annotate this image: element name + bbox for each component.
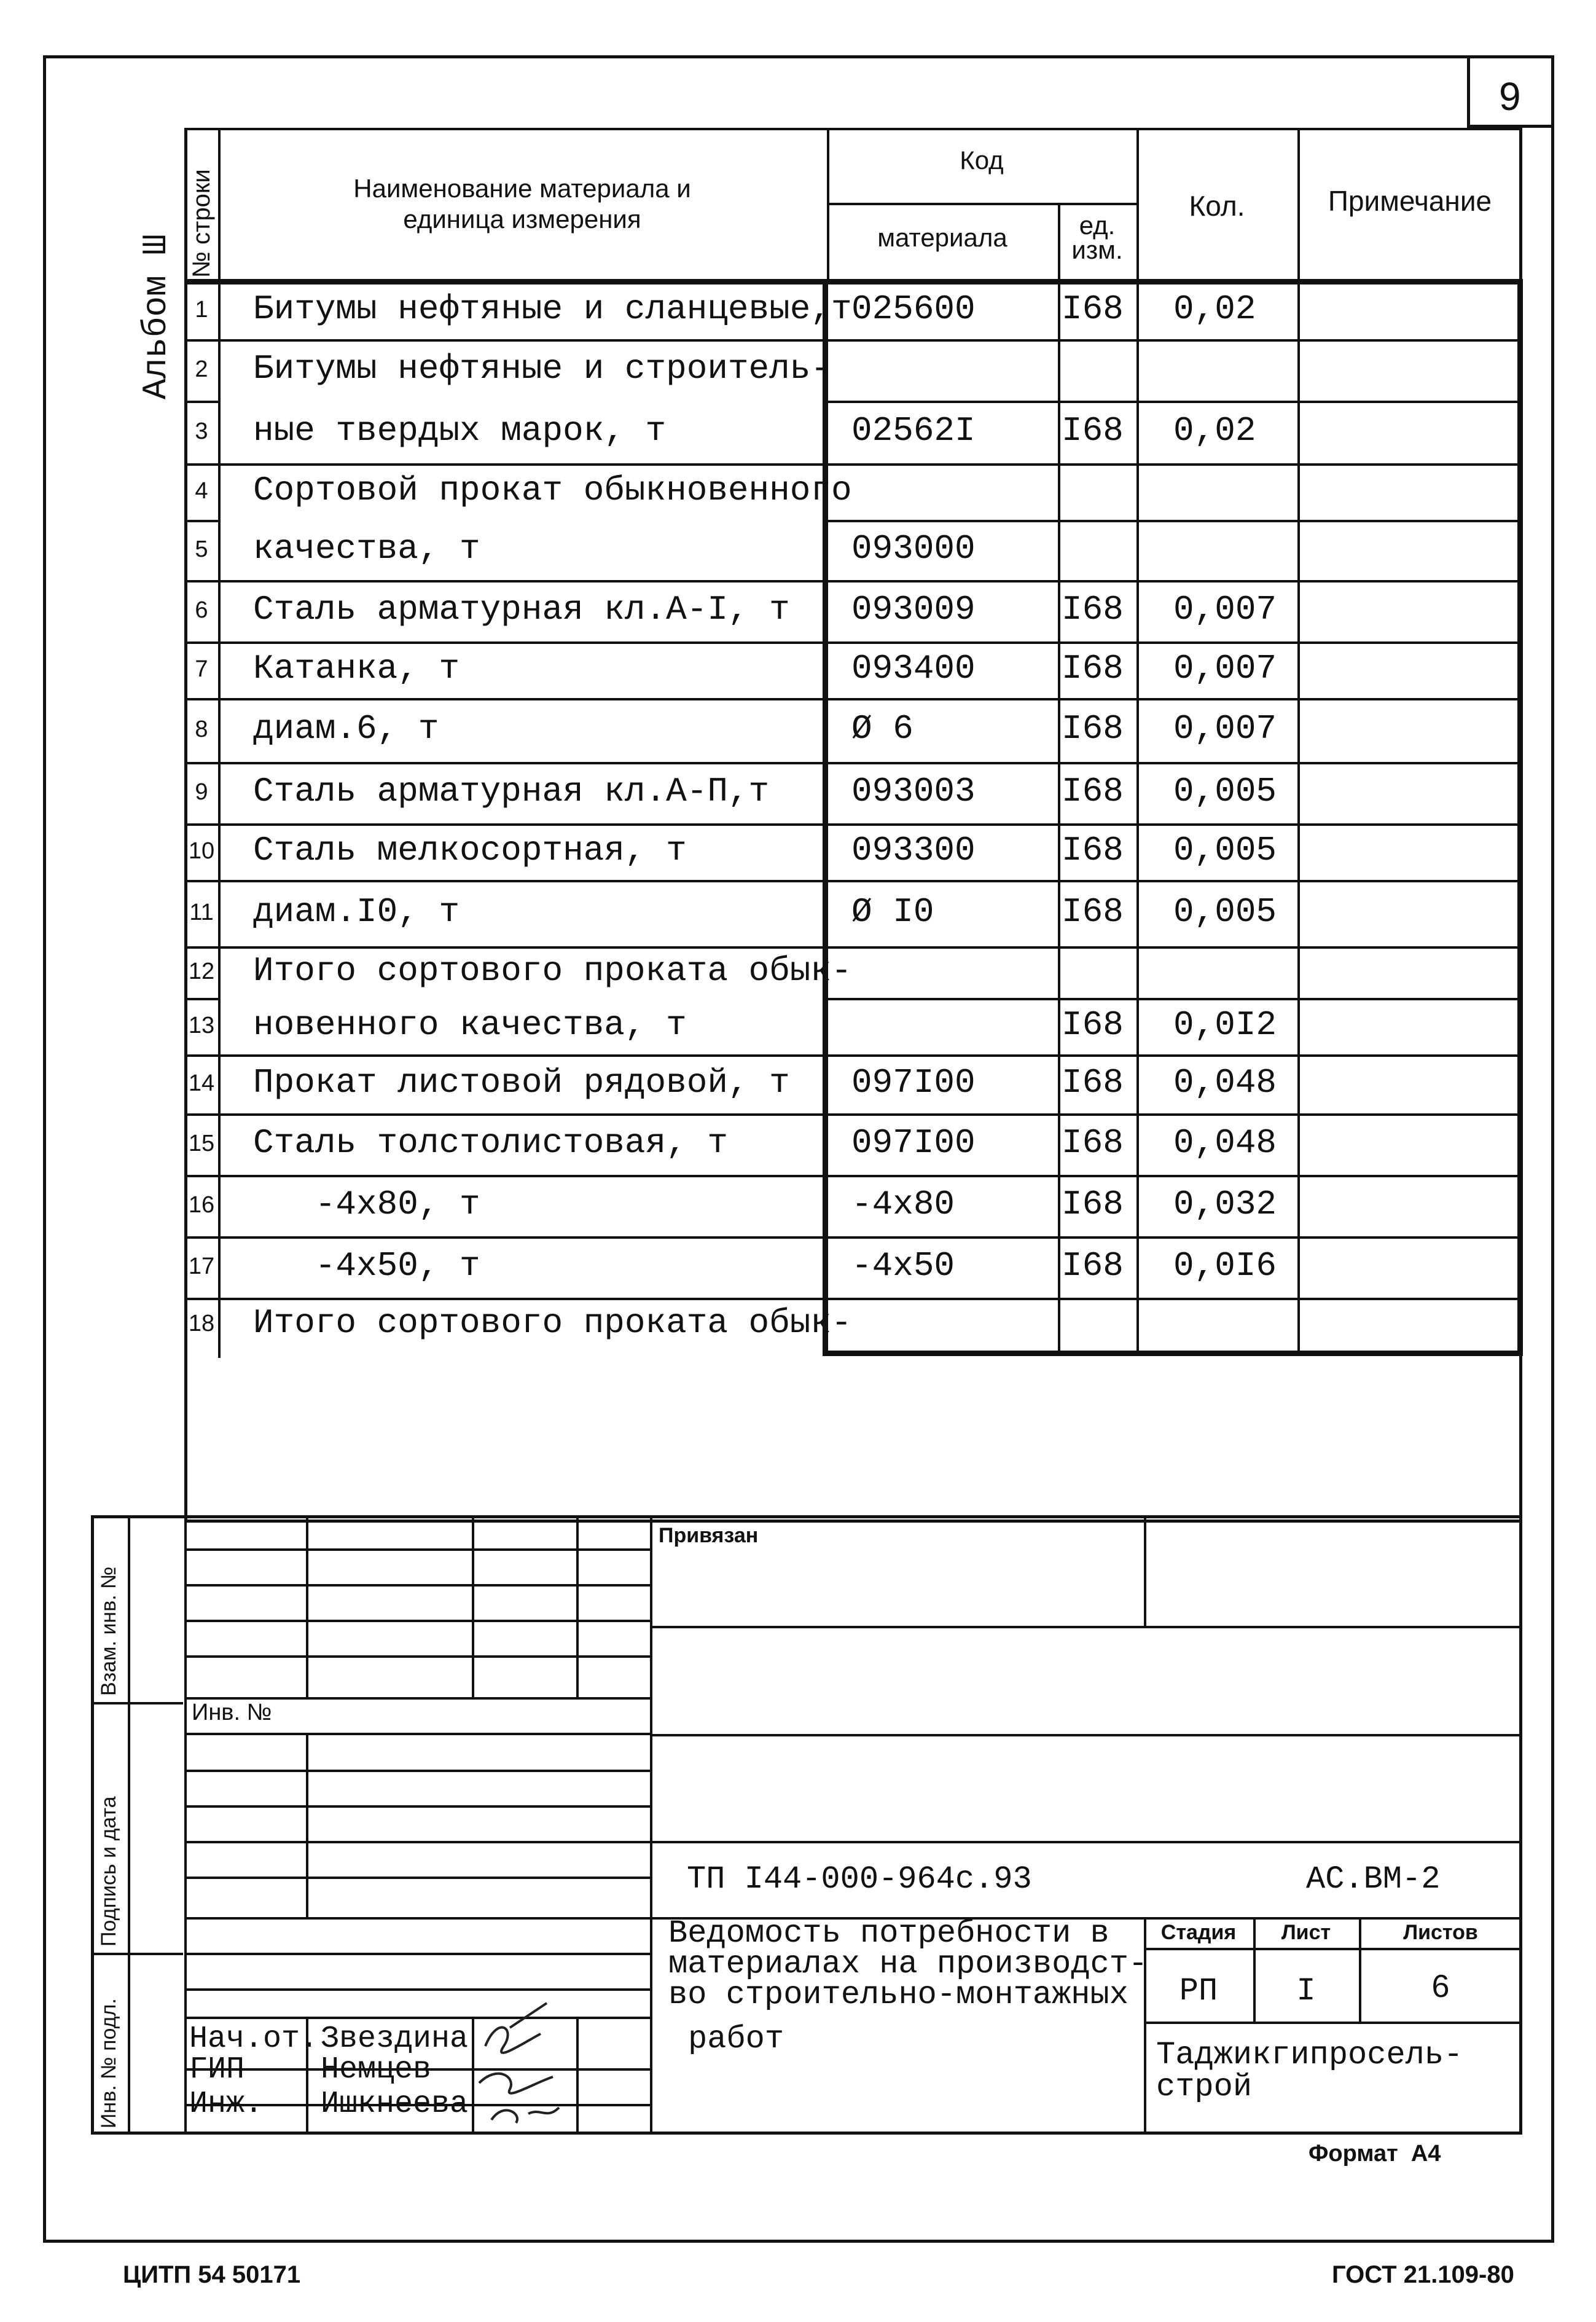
material-code: 093003 <box>851 772 976 811</box>
row-number: 9 <box>195 779 208 805</box>
material-code: -4x80 <box>851 1185 955 1224</box>
sign-role-1: Нач.от. <box>189 2022 319 2057</box>
material-code: 093009 <box>851 590 976 629</box>
row-number: 18 <box>188 1311 215 1336</box>
handwritten-signatures <box>473 1991 577 2132</box>
row-number: 6 <box>195 597 208 623</box>
material-name: новенного качества, т <box>253 1005 687 1045</box>
unit-code: I68 <box>1062 892 1124 932</box>
material-code: 025600 <box>851 289 976 329</box>
quantity: 0,005 <box>1173 892 1277 932</box>
unit-code: I68 <box>1062 1005 1124 1045</box>
footer-right: ГОСТ 21.109-80 <box>1332 2261 1514 2288</box>
quantity: 0,005 <box>1173 772 1277 811</box>
sign-name-1: Звездина <box>321 2022 469 2057</box>
page-number: 9 <box>1499 74 1521 119</box>
quantity: 0,032 <box>1173 1185 1277 1224</box>
header-note: Примечание <box>1328 185 1492 217</box>
quantity: 0,02 <box>1173 289 1256 329</box>
unit-code: I68 <box>1062 831 1124 870</box>
material-code: 093000 <box>851 529 976 568</box>
quantity: 0,005 <box>1173 831 1277 870</box>
quantity: 0,007 <box>1173 649 1277 688</box>
row-number: 7 <box>195 656 208 682</box>
header-row-no: № строки <box>188 169 215 278</box>
row-number: 4 <box>195 478 208 504</box>
material-name: Катанка, т <box>253 649 460 688</box>
sheet-value: I <box>1296 1973 1316 2009</box>
material-name: Сталь мелкосортная, т <box>253 831 687 870</box>
sign-name-3: Ишкнеева <box>321 2087 469 2122</box>
drawing-code: АС.ВМ-2 <box>1306 1861 1441 1897</box>
material-code: -4x50 <box>851 1246 955 1285</box>
row-number: 12 <box>188 959 215 984</box>
row-number: 11 <box>189 900 214 925</box>
unit-code: I68 <box>1062 709 1124 748</box>
row-number: 15 <box>188 1131 215 1156</box>
material-name: качества, т <box>253 529 480 568</box>
material-name: Битумы нефтяные и строитель- <box>253 349 831 388</box>
stage-header: Стадия <box>1160 1921 1237 1944</box>
row-number: 16 <box>188 1192 215 1218</box>
sign-name-2: Немцев <box>321 2052 432 2087</box>
unit-code: I68 <box>1062 772 1124 811</box>
row-number: 2 <box>195 356 208 382</box>
material-code: 097I00 <box>851 1123 976 1163</box>
quantity: 0,0I2 <box>1173 1005 1277 1045</box>
material-name: ные твердых марок, т <box>253 411 667 450</box>
material-name: -4x50, т <box>253 1246 480 1285</box>
row-number: 3 <box>195 418 208 444</box>
sheets-value: 6 <box>1431 1969 1450 2004</box>
row-number: 17 <box>188 1253 215 1279</box>
material-name: Сталь арматурная кл.А-I, т <box>253 590 790 629</box>
org-line-2: строй <box>1156 2069 1253 2105</box>
sheets-header: Листов <box>1403 1921 1478 1944</box>
material-name: Итого сортового проката обык- <box>253 1303 852 1343</box>
material-name: Прокат листовой рядовой, т <box>253 1063 790 1102</box>
material-name: -4x80, т <box>253 1185 480 1224</box>
unit-code: I68 <box>1062 590 1124 629</box>
material-name: диам.I0, т <box>253 892 460 932</box>
row-number: 10 <box>188 838 215 864</box>
material-name: Сталь арматурная кл.А-П,т <box>253 772 770 811</box>
sign-role-2: ГИП <box>189 2052 245 2087</box>
album-label: Альбом Ш <box>136 234 176 399</box>
row-number: 13 <box>188 1013 215 1038</box>
material-name: Сортовой прокат обыкновенного <box>253 471 852 510</box>
quantity: 0,02 <box>1173 411 1256 450</box>
material-code: Ø I0 <box>851 892 934 932</box>
material-code: 097I00 <box>851 1063 976 1102</box>
side-label-vzam: Взам. инв. № <box>97 1566 120 1696</box>
material-code: 02562I <box>851 411 976 450</box>
title-line-4: работ <box>688 2021 784 2057</box>
material-code: 093400 <box>851 649 976 688</box>
quantity: 0,048 <box>1173 1063 1277 1102</box>
designation: ТП I44-000-964с.93 <box>687 1861 1032 1897</box>
unit-code: I68 <box>1062 1185 1124 1224</box>
stage-value: РП <box>1179 1973 1218 2009</box>
unit-code: I68 <box>1062 649 1124 688</box>
unit-code: I68 <box>1062 1063 1124 1102</box>
privyazan-label: Привязан <box>659 1524 759 1547</box>
title-line-3: во строительно-монтажных <box>668 1977 1129 2013</box>
quantity: 0,0I6 <box>1173 1246 1277 1285</box>
material-name: диам.6, т <box>253 709 439 748</box>
quantity: 0,048 <box>1173 1123 1277 1163</box>
side-label-inv-podl: Инв. № подл. <box>97 1998 120 2128</box>
sheet-header: Лист <box>1281 1921 1331 1944</box>
unit-code: I68 <box>1062 1246 1124 1285</box>
quantity: 0,007 <box>1173 709 1277 748</box>
inv-no-label: Инв. № <box>192 1700 272 1725</box>
format-label: Формат А4 <box>1308 2141 1441 2167</box>
footer-left: ЦИТП 54 50171 <box>123 2261 301 2288</box>
header-qty: Кол. <box>1189 190 1245 222</box>
header-material: материала <box>877 223 1007 252</box>
unit-code: I68 <box>1062 289 1124 329</box>
material-name: Сталь толстолистовая, т <box>253 1123 728 1163</box>
header-unit-code-2: изм. <box>1071 235 1123 264</box>
header-name: Наименование материала и единица измерения <box>353 174 691 233</box>
material-name: Итого сортового проката обык- <box>253 951 852 990</box>
org-line-1: Таджикгипросель- <box>1156 2037 1463 2073</box>
header-code: Код <box>960 146 1004 175</box>
unit-code: I68 <box>1062 1123 1124 1163</box>
side-label-podpis: Подпись и дата <box>97 1796 120 1947</box>
material-code: Ø 6 <box>851 709 913 748</box>
material-name: Битумы нефтяные и сланцевые,т <box>253 289 852 329</box>
quantity: 0,007 <box>1173 590 1277 629</box>
header-unit-code-1: ед. <box>1079 211 1116 240</box>
material-code: 093300 <box>851 831 976 870</box>
row-number: 14 <box>188 1070 215 1096</box>
row-number: 5 <box>195 536 208 562</box>
title-line-1: Ведомость потребности в <box>668 1915 1109 1951</box>
sign-role-3: Инж. <box>189 2087 264 2122</box>
row-number: 1 <box>195 297 208 323</box>
title-line-2: материалах на производст- <box>668 1946 1148 1982</box>
row-number: 8 <box>195 716 208 742</box>
unit-code: I68 <box>1062 411 1124 450</box>
